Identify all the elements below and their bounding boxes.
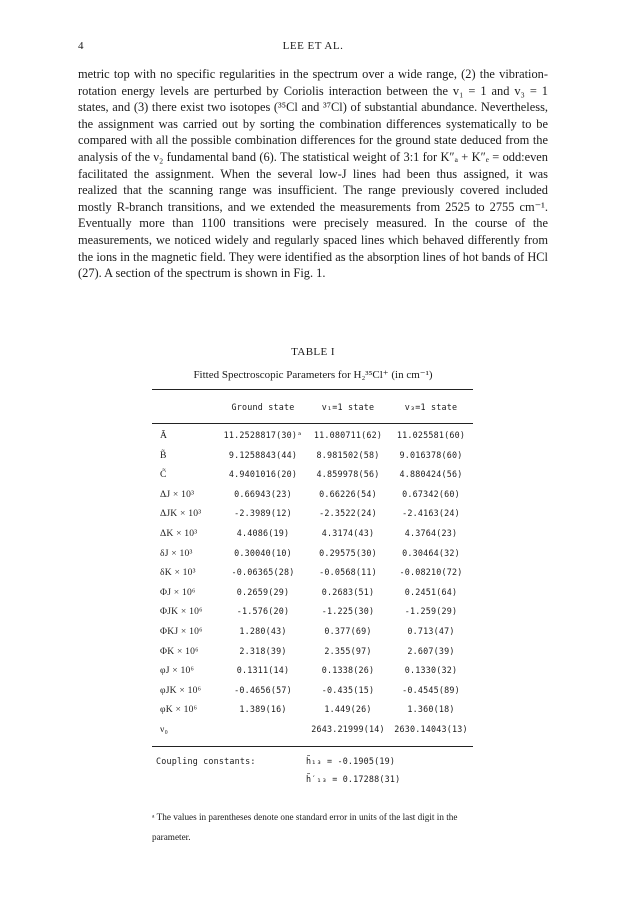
v3-state-value: 11.025581(60) bbox=[396, 430, 466, 440]
table-header-row bbox=[152, 402, 473, 418]
v1-state-value: 0.2683(51) bbox=[321, 586, 375, 597]
v3-state-value: 2630.14043(13) bbox=[394, 724, 468, 734]
v1-state-value: 0.377(69) bbox=[324, 626, 372, 636]
v3-state-value: 2.607(39) bbox=[407, 645, 455, 656]
table-row bbox=[152, 528, 473, 544]
table-footnote: ᵃ The values in parentheses denote one standard error in units of the last digit in the parameter. bbox=[152, 812, 458, 842]
table-header-rule bbox=[152, 423, 473, 424]
v1-state-value: 11.080711(62) bbox=[313, 430, 383, 440]
parameter-label: φJK × 10⁶ bbox=[160, 684, 202, 696]
table-top-rule bbox=[152, 389, 473, 390]
coupling-label: Coupling constants: bbox=[156, 756, 256, 766]
table-row bbox=[152, 469, 473, 485]
ground-state-value: 4.4086(19) bbox=[236, 528, 290, 538]
column-header-ground: Ground state bbox=[231, 402, 295, 412]
ground-state-value: -0.06365(28) bbox=[231, 567, 295, 578]
v1-state-value: 0.66226(54) bbox=[319, 488, 377, 499]
table-row bbox=[152, 646, 473, 662]
ground-state-value: 1.280(43) bbox=[239, 626, 287, 636]
parameter-label: ΦK × 10⁶ bbox=[160, 645, 199, 657]
v3-state-value: 4.3764(23) bbox=[404, 528, 458, 538]
parameter-label: ΦKJ × 10⁶ bbox=[160, 626, 203, 637]
ground-state-value: -2.3989(12) bbox=[234, 508, 292, 519]
parameter-label: ΔJK × 10³ bbox=[160, 508, 202, 520]
table-row bbox=[152, 704, 473, 720]
table-row bbox=[152, 626, 473, 642]
table-row bbox=[152, 606, 473, 622]
v1-state-value: 0.29575(30) bbox=[319, 547, 377, 558]
parameter-label: φK × 10⁶ bbox=[160, 704, 198, 716]
v3-state-value: 0.2451(64) bbox=[404, 586, 458, 597]
v3-state-value: -2.4163(24) bbox=[402, 508, 460, 519]
parameter-label: ΔK × 10³ bbox=[160, 528, 198, 539]
v3-state-value: 0.1330(32) bbox=[404, 665, 458, 676]
v1-state-value: -0.0568(11) bbox=[319, 567, 377, 578]
table-row bbox=[152, 685, 473, 701]
table-row bbox=[152, 450, 473, 466]
ground-state-value: 2.318(39) bbox=[239, 645, 287, 656]
table-row bbox=[152, 548, 473, 564]
ground-state-value: 1.389(16) bbox=[239, 704, 287, 715]
parameter-label: ΦJK × 10⁶ bbox=[160, 606, 203, 618]
table-bottom-rule bbox=[152, 746, 473, 747]
ground-state-value: 9.1258843(44) bbox=[228, 449, 298, 460]
column-header-v3: v₃=1 state bbox=[404, 402, 458, 412]
ground-state-value: -0.4656(57) bbox=[234, 684, 292, 695]
table-label: TABLE I bbox=[291, 346, 335, 358]
v1-state-value: 2.355(97) bbox=[324, 645, 372, 656]
ground-state-value: 0.1311(14) bbox=[236, 665, 290, 676]
v1-state-value: 1.449(26) bbox=[324, 704, 372, 715]
parameter-label: ΦJ × 10⁶ bbox=[160, 586, 196, 598]
coupling-h13: h̃₁₃ = -0.1905(19) bbox=[306, 756, 396, 766]
parameter-label: δK × 10³ bbox=[160, 567, 196, 579]
parameter-label: φJ × 10⁶ bbox=[160, 665, 195, 677]
table-row bbox=[152, 665, 473, 681]
parameter-label: B̃ bbox=[160, 449, 167, 461]
running-head-authors: LEE ET AL. bbox=[282, 40, 344, 52]
v3-state-value: 1.360(18) bbox=[407, 704, 455, 715]
column-header-v1: v₁=1 state bbox=[321, 402, 375, 412]
v1-state-value: 4.859978(56) bbox=[316, 469, 380, 480]
page-number: 4 bbox=[78, 40, 84, 52]
v1-state-value: 2643.21999(14) bbox=[311, 724, 385, 734]
parameter-label: C̃ bbox=[160, 469, 167, 481]
page-header bbox=[78, 40, 548, 56]
v3-state-value: -0.08210(72) bbox=[399, 567, 463, 578]
parameter-label: Ã bbox=[160, 430, 168, 441]
ground-state-value: -1.576(20) bbox=[236, 606, 290, 617]
v3-state-value: 4.880424(56) bbox=[399, 469, 463, 480]
ground-state-value: 0.2659(29) bbox=[236, 586, 290, 597]
v1-state-value: -0.435(15) bbox=[321, 684, 375, 695]
table-row bbox=[152, 489, 473, 505]
ground-state-value: 0.30040(10) bbox=[234, 547, 292, 558]
parameter-label: δJ × 10³ bbox=[160, 547, 193, 559]
table-row bbox=[152, 587, 473, 603]
v1-state-value: 8.981502(58) bbox=[316, 449, 380, 460]
coupling-h13-prime: h̃′₁₃ = 0.17288(31) bbox=[306, 774, 401, 784]
table-title: Fitted Spectroscopic Parameters for H₂³⁵Cl⁺ (in cm⁻¹) bbox=[193, 369, 433, 381]
v3-state-value: -1.259(29) bbox=[404, 606, 458, 617]
v3-state-value: 9.016378(60) bbox=[399, 449, 463, 460]
table-row bbox=[152, 567, 473, 583]
ground-state-value: 4.9401016(20) bbox=[228, 469, 298, 480]
table-row bbox=[152, 724, 473, 740]
ground-state-value: 11.2528817(30)ᵃ bbox=[223, 430, 303, 440]
table-row bbox=[152, 508, 473, 524]
v3-state-value: 0.30464(32) bbox=[402, 547, 460, 558]
v3-state-value: -0.4545(89) bbox=[402, 684, 460, 695]
ground-state-value: 0.66943(23) bbox=[234, 488, 292, 499]
v3-state-value: 0.67342(60) bbox=[402, 488, 460, 499]
v1-state-value: -1.225(30) bbox=[321, 606, 375, 617]
v1-state-value: 0.1338(26) bbox=[321, 665, 375, 676]
body-paragraph: metric top with no specific regularities in the spectrum over a wide range, (2) the vibration-rotation energy levels are perturbed by Coriolis interaction between the v₁ = 1 and v₃ = 1 states, and (3) there exist two isotopes (³⁵Cl and ³⁷Cl) of substantial abundance. Nevertheless, the assignment was carried out by sorting the combination differences systematically to be compared with all the possible combination differences for the ground state deduced from the analysis of the ν₂ fundamental band (6). The statistical weight of 3:1 for K″ₐ + K″ₑ = odd:even facilitated the assignment. When the several low-J lines had been thus assigned, it was realized that the scanning range was insufficient. The range previously covered included mostly R-branch transitions, and we extended the measurements from 2525 to 2755 cm⁻¹. Eventually more than 1100 transitions were precisely measured. In the course of the measurements, we noticed widely and regularly spaced lines which behaved differently from the ions in the magnetic field. They were identified as the absorption lines of hot bands of HCl (27). A section of the spectrum is shown in Fig. 1. bbox=[78, 67, 548, 281]
parameter-label: ΔJ × 10³ bbox=[160, 488, 195, 500]
parameter-label: ν₀ bbox=[160, 724, 169, 735]
table-row bbox=[152, 430, 473, 446]
v1-state-value: 4.3174(43) bbox=[321, 528, 375, 538]
v3-state-value: 0.713(47) bbox=[407, 626, 455, 636]
v1-state-value: -2.3522(24) bbox=[319, 508, 377, 519]
